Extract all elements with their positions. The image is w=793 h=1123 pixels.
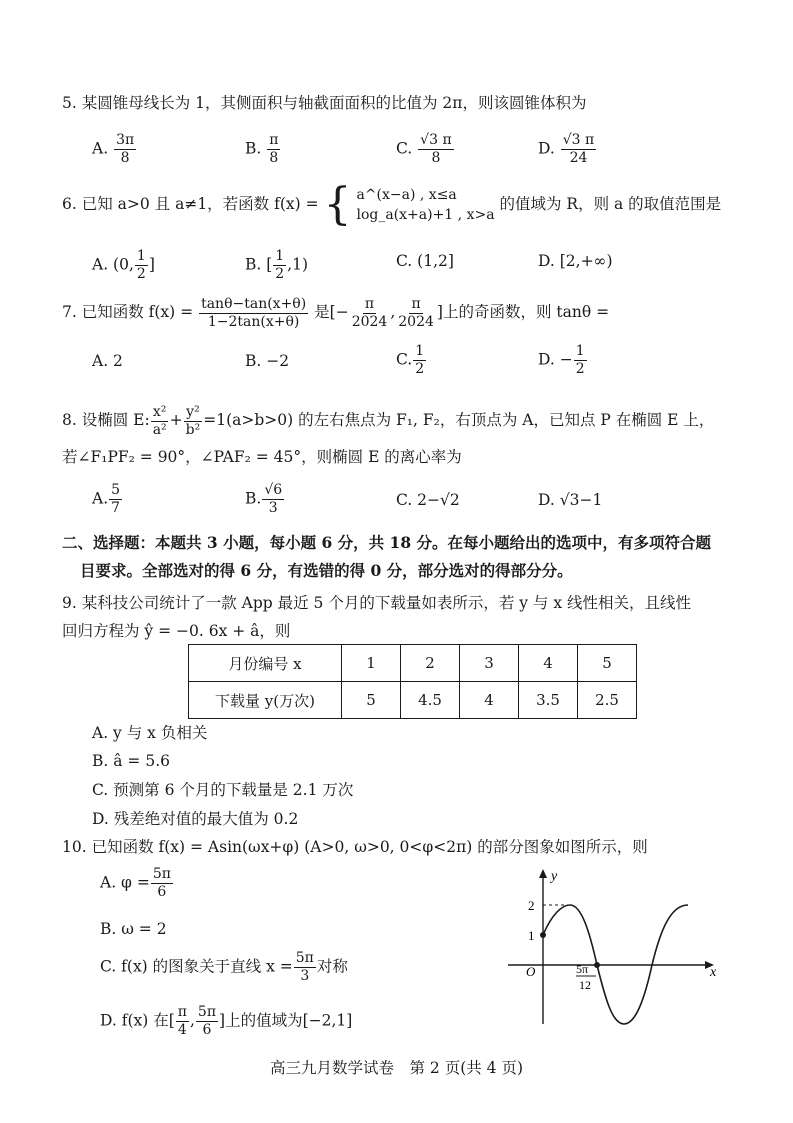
y-tick-2: 2 [528, 898, 535, 913]
q8-option-a: A. $\frac{5}{7}$ [92, 482, 121, 516]
table-cell: 3.5 [519, 682, 578, 719]
q9-option-c: C. 预测第 6 个月的下载量是 2.1 万次 [92, 781, 354, 799]
table-cell: 2 [401, 645, 460, 682]
page-footer: 高三九月数学试卷 第 2 页(共 4 页) [269, 1059, 524, 1077]
q10-sine-graph [500, 862, 730, 1032]
q9-table [188, 644, 637, 719]
table-row [189, 682, 637, 719]
q6-case-1: a^(x−a) , x≤a [356, 187, 457, 203]
origin-label: O [526, 964, 536, 979]
q10-option-d: D. f(x) 在[ $\frac{\pi}{4}$ , $\frac{5\pi}{6}$ ]上的值域为[−2,1] [100, 1004, 353, 1038]
x-axis-label: x [710, 965, 717, 980]
section-2-line1: 二、选择题：本题共 3 小题，每小题 6 分，共 18 分。在每小题给出的选项中，有多项符合题 [62, 533, 712, 552]
q5-stem: 5. 某圆锥母线长为 1，其侧面积与轴截面面积的比值为 2π，则该圆锥体积为 [62, 94, 587, 112]
table-cell: 1 [342, 645, 401, 682]
q10-option-a: A. φ = $\frac{5\pi}{6}$ [100, 866, 171, 900]
table-cell: 5 [578, 645, 637, 682]
q8-option-b: B. $\frac{√6}{3}$ [245, 482, 283, 516]
q8-stem-line1: 8. 设椭圆 E: $\frac{\text{x²}}{\text{a²}}$ + $\frac{\text{y²}}{\text{b²}}$ =1(a>b>0) 的左右焦点为 F₁, F₂，右顶点为 A，已知点 P 在椭圆 E 上， [62, 403, 715, 438]
q6-option-c: C. (1,2] [396, 252, 454, 270]
q7-stem: 7. 已知函数 f(x) = $\frac{\tan\theta-\tan(x+\theta)}{1-2\tan(x+\theta)}$ 是[− $\frac{\pi}{2024}$ , $\frac{\pi}{2024}$ ]上的奇函数，则 tanθ = [62, 295, 610, 330]
table-cell: 3 [460, 645, 519, 682]
q9-option-a: A. y 与 x 负相关 [92, 724, 208, 742]
zero-point [594, 962, 600, 968]
table-cell: 2.5 [578, 682, 637, 719]
q6-option-d: D. [2,+∞) [538, 252, 613, 270]
q6-option-b: B. [ $\frac{1}{2}$ ,1) [245, 248, 309, 282]
q6-option-a: A. (0, $\frac{1}{2}$ ] [92, 248, 155, 282]
q10-option-b: B. ω = 2 [100, 920, 167, 938]
table-cell: 5 [342, 682, 401, 719]
q8-stem-line2: 若∠F₁PF₂ = 90°，∠PAF₂ = 45°，则椭圆 E 的离心率为 [62, 448, 462, 466]
q7-option-c: C. $\frac{1}{2}$ [396, 343, 425, 377]
y-axis-label: y [551, 869, 558, 884]
q5-option-d: D. $\frac{√3 \pi}{24}$ [538, 132, 595, 166]
table-header-cell: 月份编号 x [189, 645, 342, 682]
table-cell: 4.5 [401, 682, 460, 719]
table-cell: 4 [519, 645, 578, 682]
table-header-cell: 下载量 y(万次) [189, 682, 342, 719]
q5-option-c: C. $\frac{√3 \pi}{8}$ [396, 132, 452, 166]
section-2-line2: 目要求。全部选对的得 6 分，有选错的得 0 分，部分选对的得部分分。 [80, 561, 573, 580]
y-axis-arrow [539, 869, 547, 878]
q9-stem-line2: 回归方程为 ŷ = −0. 6x + â，则 [62, 622, 291, 640]
q10-option-c: C. f(x) 的图象关于直线 x = $\frac{5\pi}{3}$ 对称 [100, 950, 348, 984]
q9-option-d: D. 残差绝对值的最大值为 0.2 [92, 810, 299, 828]
table-row [189, 645, 637, 682]
x-tick-numerator: 5π [576, 962, 589, 976]
q7-option-b: B. −2 [245, 352, 290, 370]
q7-option-a: A. 2 [92, 352, 123, 370]
y-tick-1: 1 [528, 928, 535, 943]
q8-option-d: D. √3−1 [538, 491, 603, 509]
q5-option-b: B. $\frac{\pi}{8}$ [245, 132, 279, 166]
q7-option-d: D. − $\frac{1}{2}$ [538, 343, 585, 377]
y-intercept-point [540, 932, 546, 938]
q9-option-b: B. â = 5.6 [92, 752, 170, 770]
q6-case-2: log_a(x+a)+1 , x>a [356, 207, 495, 223]
q6-stem: 6. 已知 a>0 且 a≠1，若函数 f(x) = { a^(x−a) , x≤a log_a(x+a)+1 , x>a 的值域为 R，则 a 的取值范围是 [62, 179, 722, 230]
q10-stem: 10. 已知函数 f(x) = Asin(ωx+φ) (A>0, ω>0, 0<φ<2π) 的部分图象如图所示，则 [62, 838, 648, 856]
table-cell: 4 [460, 682, 519, 719]
q5-option-a: A. $\frac{3\pi}{8}$ [92, 132, 135, 166]
x-tick-denominator: 12 [579, 978, 591, 992]
q9-stem-line1: 9. 某科技公司统计了一款 App 最近 5 个月的下载量如表所示，若 y 与 x 线性相关，且线性 [62, 594, 692, 612]
q8-option-c: C. 2−√2 [396, 491, 460, 509]
